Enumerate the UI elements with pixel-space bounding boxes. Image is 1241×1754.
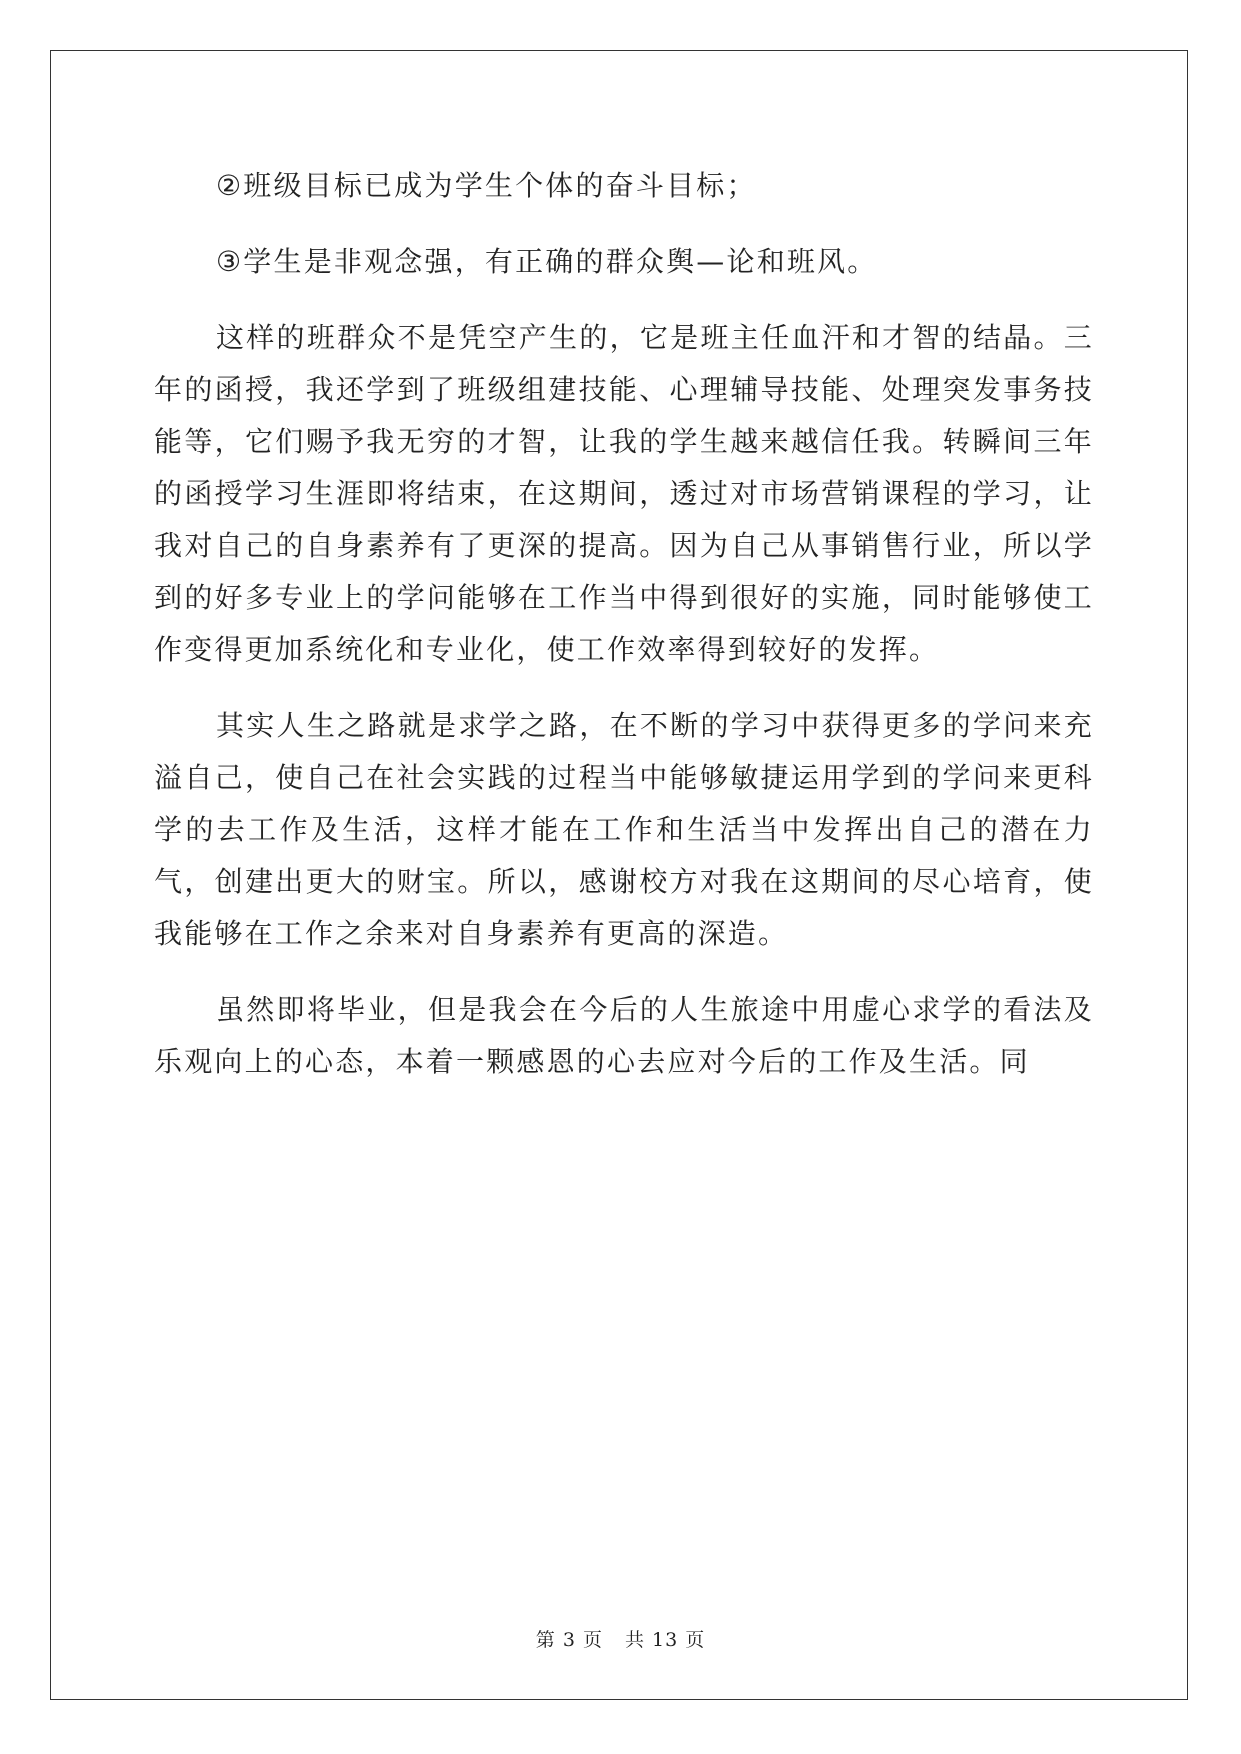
paragraph-5: 虽然即将毕业，但是我会在今后的人生旅途中用虚心求学的看法及乐观向上的心态，本着一颗感恩的心去应对今后的工作及生活。同 [154,993,1094,1078]
paragraph-2: ③学生是非观念强，有正确的群众舆—论和班风。 [216,245,878,278]
page-footer [0,1625,1241,1652]
paragraph-4: 其实人生之路就是求学之路，在不断的学习中获得更多的学问来充溢自己，使自己在社会实践的过程当中能够敏捷运用学到的学问来更科学的去工作及生活，这样才能在工作和生活当中发挥出自己的潜在力气，创建出更大的财宝。所以，感谢校方对我在这期间的尽心培育，使我能够在工作之余来对自身素养有更高的深造。 [154,709,1094,950]
page-number: 第 3 页 [535,1629,603,1651]
document-body [154,160,1094,1112]
page-total: 共 13 页 [624,1629,706,1651]
paragraph-3: 这样的班群众不是凭空产生的，它是班主任血汗和才智的结晶。三年的函授，我还学到了班级组建技能、心理辅导技能、处理突发事务技能等，它们赐予我无穷的才智，让我的学生越来越信任我。转瞬间三年的函授学习生涯即将结束，在这期间，透过对市场营销课程的学习，让我对自己的自身素养有了更深的提高。因为自己从事销售行业，所以学到的好多专业上的学问能够在工作当中得到很好的实施，同时能够使工作变得更加系统化和专业化，使工作效率得到较好的发挥。 [154,321,1094,666]
paragraph-1: ②班级目标已成为学生个体的奋斗目标； [216,169,757,202]
